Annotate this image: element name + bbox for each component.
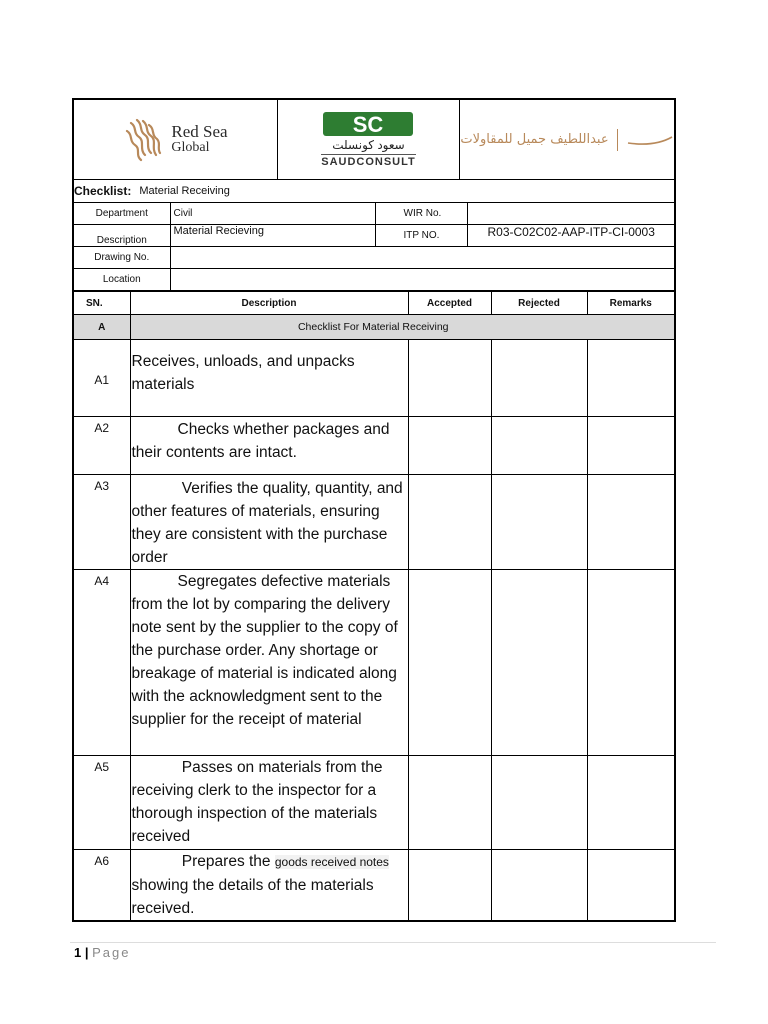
row-rejected-cell[interactable] <box>491 570 587 756</box>
row-description <box>130 417 408 475</box>
wir-value <box>467 203 674 225</box>
table-row <box>74 475 674 570</box>
row-sn: A1 <box>74 340 130 417</box>
row-sn: A6 <box>74 850 130 921</box>
location-value <box>170 269 674 291</box>
location-label: Location <box>74 269 170 291</box>
sc-arabic-name: سعود كونسلت <box>332 138 405 152</box>
row-description <box>130 756 408 850</box>
header-description: Description <box>130 292 408 315</box>
table-row <box>74 340 674 417</box>
checklist-title-row <box>74 180 674 203</box>
row-sn: A3 <box>74 475 130 570</box>
itp-label: ITP NO. <box>375 225 467 247</box>
drawing-row <box>74 247 674 269</box>
row-rejected-cell[interactable] <box>491 475 587 570</box>
row-remarks-cell[interactable] <box>587 570 674 756</box>
row-accepted-cell[interactable] <box>408 756 491 850</box>
row-description: Receives, unloads, and unpacks materials <box>130 340 408 417</box>
row-remarks-cell[interactable] <box>587 475 674 570</box>
row-description-pre: Prepares the <box>177 853 275 870</box>
group-title: Checklist For Material Receiving <box>130 315 674 340</box>
checklist-value: Material Receiving <box>139 185 230 197</box>
description-label: Description <box>74 225 170 247</box>
page-label: Page <box>92 945 131 960</box>
saudconsult-logo <box>278 100 460 179</box>
row-rejected-cell[interactable] <box>491 340 587 417</box>
page-number: 1 <box>74 945 82 960</box>
row-remarks-cell[interactable] <box>587 756 674 850</box>
header-sn: SN. <box>74 292 130 315</box>
sc-monogram-icon <box>323 111 413 137</box>
wir-label: WIR No. <box>375 203 467 225</box>
logo-title: Red Sea <box>171 122 228 142</box>
row-remarks-cell[interactable] <box>587 417 674 475</box>
row-description-highlight: goods received notes <box>274 855 389 869</box>
page-separator: | <box>84 945 89 960</box>
footer-divider <box>70 942 716 943</box>
drawing-label: Drawing No. <box>74 247 170 269</box>
table-row <box>74 756 674 850</box>
header-rejected: Rejected <box>491 292 587 315</box>
contractor-logo <box>460 100 674 179</box>
row-description <box>130 570 408 756</box>
table-row <box>74 570 674 756</box>
row-description-text: Checks whether packages and their contents are intact. <box>131 421 390 461</box>
table-row <box>74 850 674 921</box>
sc-monogram-text: SC <box>353 112 384 137</box>
info-table <box>74 203 674 291</box>
row-sn: A2 <box>74 417 130 475</box>
sc-wordmark: SAUDCONSULT <box>321 156 416 168</box>
department-label: Department <box>74 203 170 225</box>
row-rejected-cell[interactable] <box>491 417 587 475</box>
table-header-row <box>74 292 674 315</box>
contractor-arabic-name: عبداللطيف جميل للمقاولات <box>460 132 609 147</box>
group-row <box>74 315 674 340</box>
department-row <box>74 203 674 225</box>
row-description-text: Verifies the quality, quantity, and other features of materials, ensuring they are consistent with the purchase order <box>131 480 403 566</box>
row-description-text: Passes on materials from the receiving clerk to the inspector for a thorough inspection of the materials received <box>131 759 383 845</box>
wave-emblem-icon <box>123 117 163 163</box>
row-remarks-cell[interactable] <box>587 850 674 921</box>
row-sn: A5 <box>74 756 130 850</box>
row-description <box>130 850 408 921</box>
row-accepted-cell[interactable] <box>408 340 491 417</box>
row-accepted-cell[interactable] <box>408 475 491 570</box>
header-accepted: Accepted <box>408 292 491 315</box>
row-description-text: Segregates defective materials from the lot by comparing the delivery note sent by the supplier to the copy of the purchase order. Any shortage or breakage of material is indicated along with the acknowledgment sent to the supplier for the receipt of material <box>131 573 398 728</box>
row-description <box>130 475 408 570</box>
description-row <box>74 225 674 247</box>
checklist-sheet <box>72 98 676 922</box>
department-value: Civil <box>170 203 375 225</box>
row-rejected-cell[interactable] <box>491 850 587 921</box>
row-accepted-cell[interactable] <box>408 570 491 756</box>
group-sn: A <box>74 315 130 340</box>
row-accepted-cell[interactable] <box>408 417 491 475</box>
logo-header <box>74 100 674 180</box>
row-sn: A4 <box>74 570 130 756</box>
row-remarks-cell[interactable] <box>587 340 674 417</box>
header-remarks: Remarks <box>587 292 674 315</box>
table-row <box>74 417 674 475</box>
red-sea-global-logo <box>74 100 278 179</box>
checklist-table <box>74 291 674 921</box>
row-accepted-cell[interactable] <box>408 850 491 921</box>
page-footer <box>74 945 131 960</box>
contractor-swoosh-icon <box>626 133 674 147</box>
itp-value: R03-C02C02-AAP-ITP-CI-0003 <box>467 225 674 247</box>
row-rejected-cell[interactable] <box>491 756 587 850</box>
description-value: Material Recieving <box>170 225 375 247</box>
logo-divider <box>617 129 618 151</box>
location-row <box>74 269 674 291</box>
checklist-label: Checklist: <box>74 184 132 198</box>
drawing-value <box>170 247 674 269</box>
logo-subtitle: Global <box>171 140 210 156</box>
row-description-post: showing the details of the materials received. <box>131 877 374 917</box>
